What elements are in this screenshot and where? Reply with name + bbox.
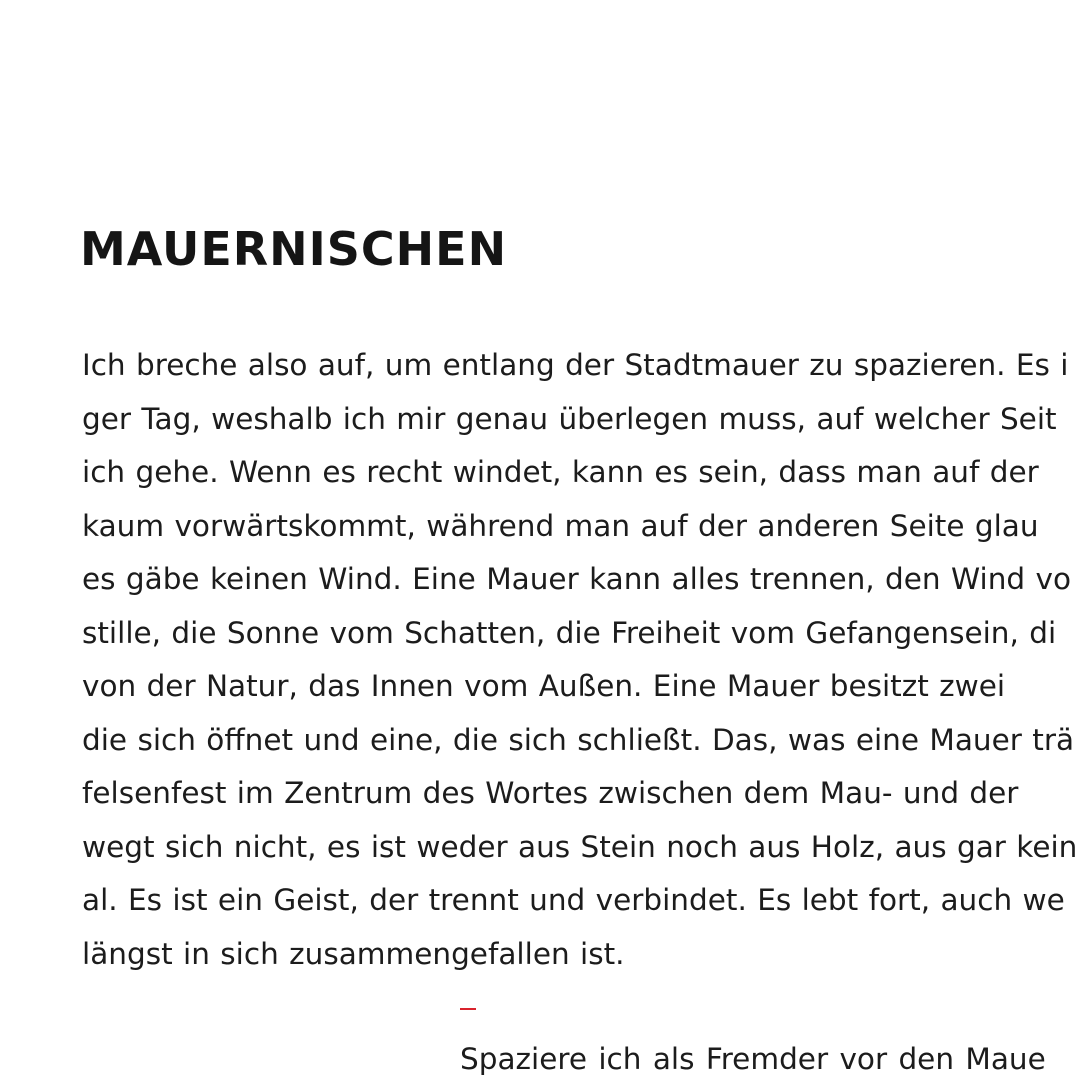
body-line: felsenfest im Zentrum des Wortes zwischen dem Mau- und der [82,776,1019,810]
chapter-title: MAUERNISCHEN [80,222,508,276]
body-line: die sich öffnet und eine, die sich schließt. Das, was eine Mauer trä [82,722,1075,757]
body-line: al. Es ist ein Geist, der trennt und verbindet. Es lebt fort, auch we [82,883,1065,917]
body-line: wegt sich nicht, es ist weder aus Stein noch aus Holz, aus gar kein [82,829,1078,864]
body-line: von der Natur, das Innen vom Außen. Eine Mauer besitzt zwei [82,669,1006,703]
next-paragraph-line: Spaziere ich als Fremder vor den Maue [460,1042,1046,1076]
body-paragraph [82,343,1080,985]
body-line: es gäbe keinen Wind. Eine Mauer kann alles trennen, den Wind vo [82,562,1072,596]
body-line: ich gehe. Wenn es recht windet, kann es sein, dass man auf der [82,455,1039,489]
body-line: kaum vorwärtskommt, während man auf der anderen Seite glau [82,508,1039,543]
section-divider-dash [460,1008,476,1010]
body-line: Ich breche also auf, um entlang der Stadtmauer zu spazieren. Es i [82,348,1069,382]
body-line: stille, die Sonne vom Schatten, die Freiheit vom Gefangensein, di [82,615,1057,650]
body-line: ger Tag, weshalb ich mir genau überlegen muss, auf welcher Seit [82,401,1057,436]
body-line: längst in sich zusammengefallen ist. [82,936,625,971]
